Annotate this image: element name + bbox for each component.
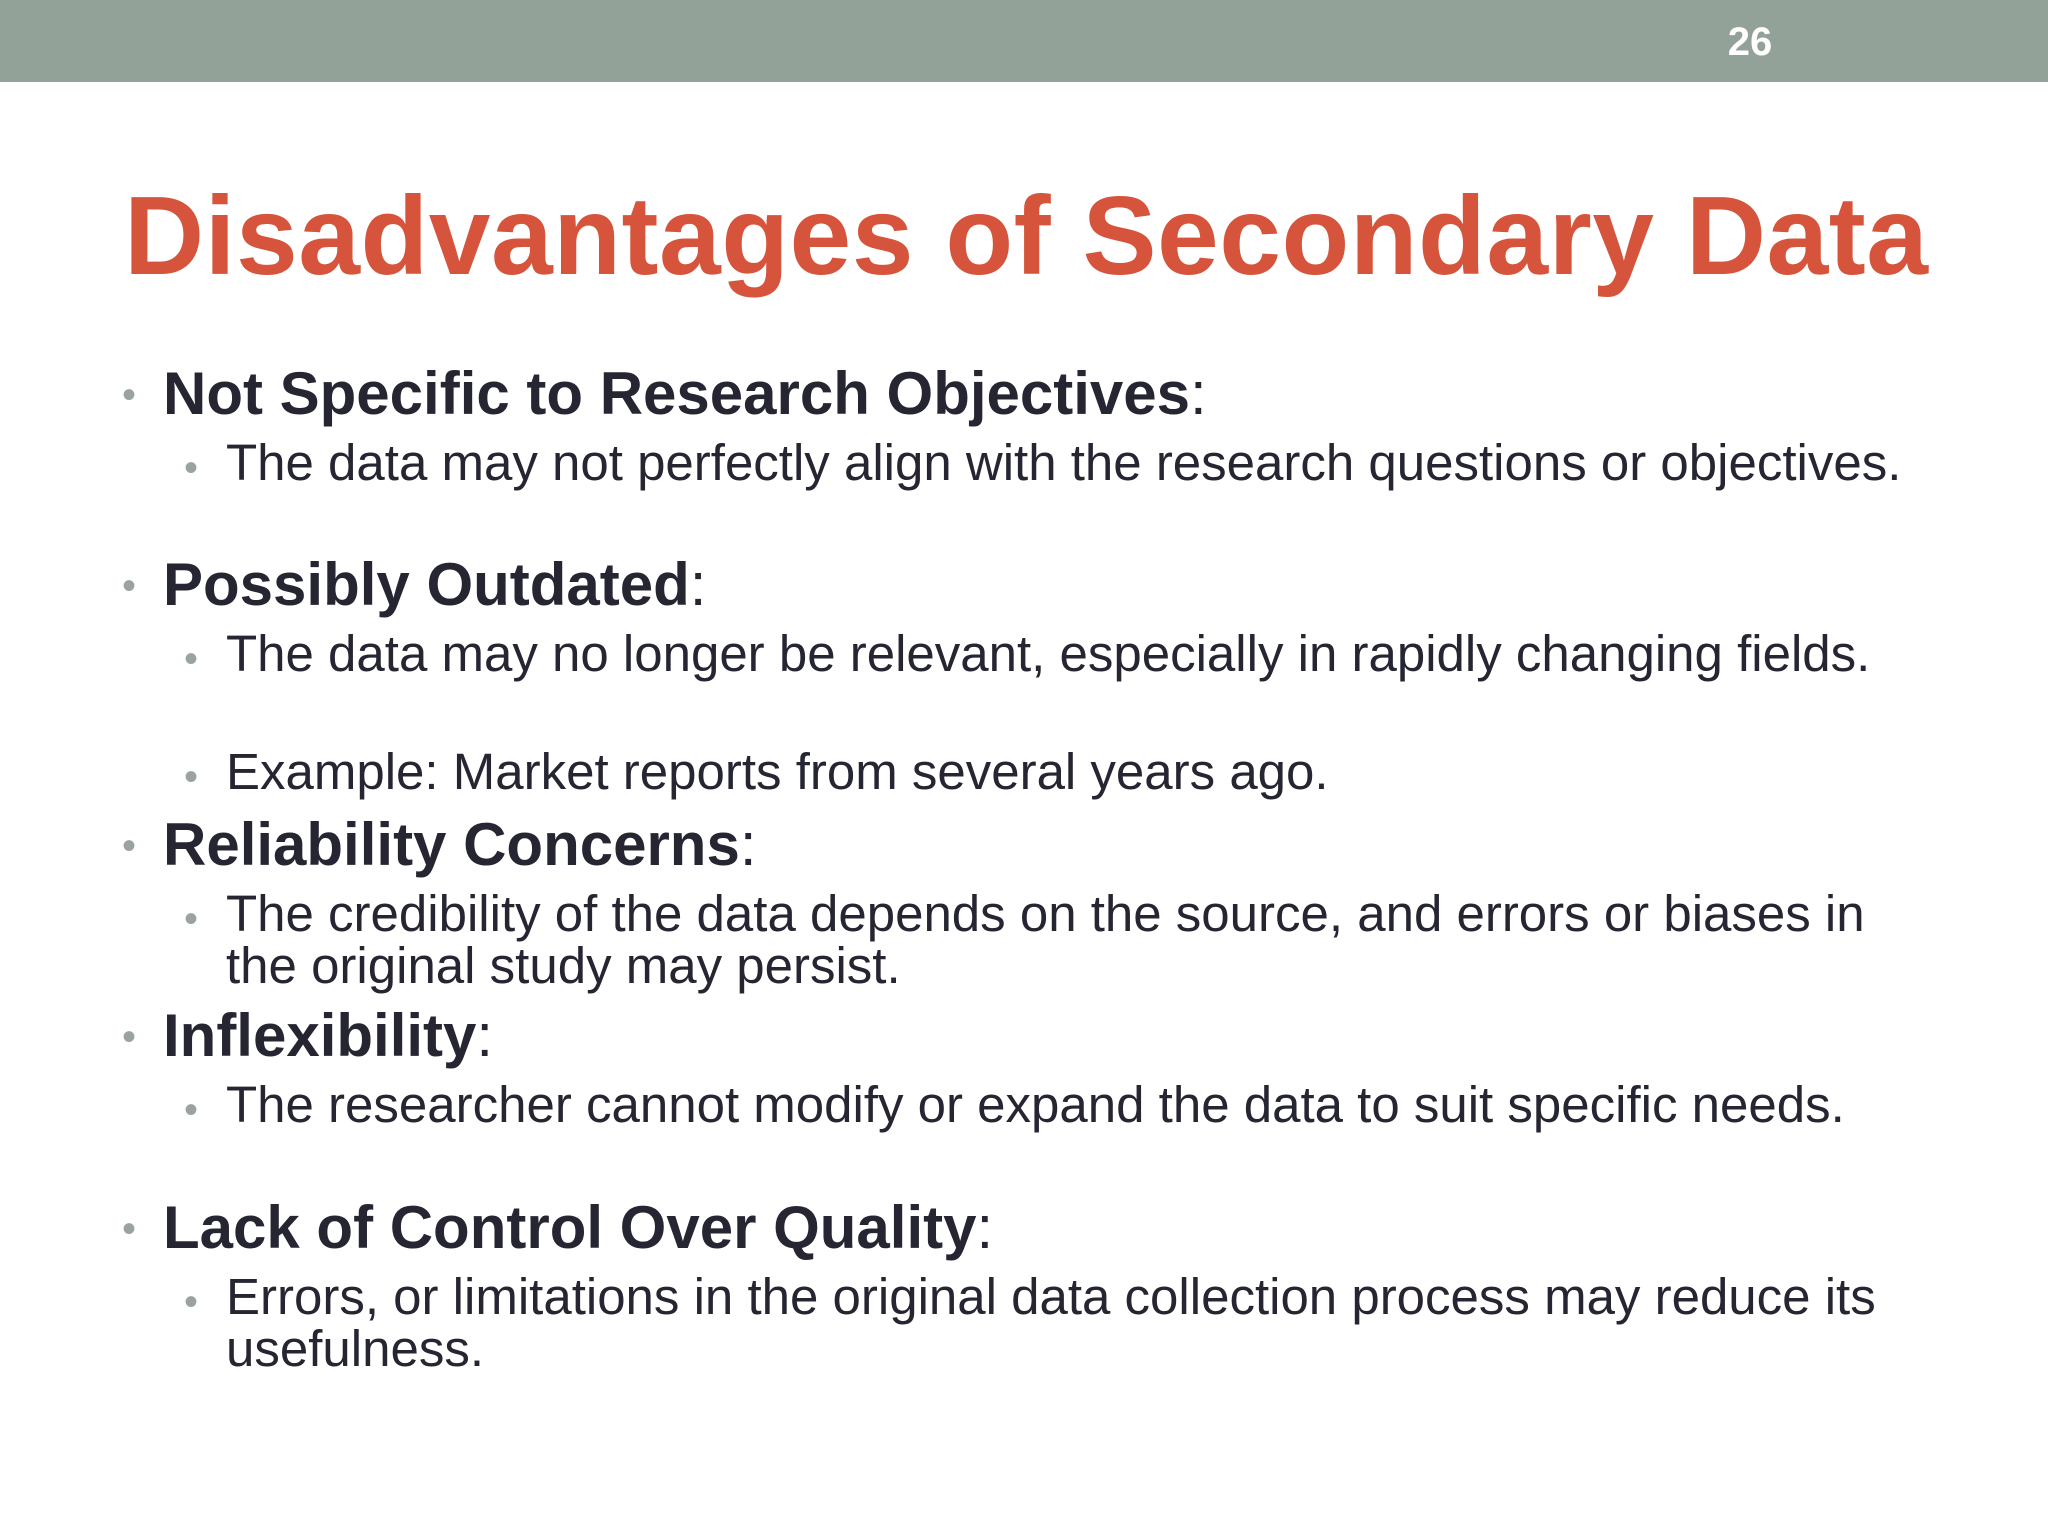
bullet-point-marker: • — [122, 1015, 137, 1059]
sub-bullet-marker: • — [184, 1280, 199, 1324]
bullet-point-marker: • — [122, 824, 137, 868]
sub-bullet-text: The researcher cannot modify or expand the data to suit specific needs. — [226, 1076, 1845, 1133]
sub-bullet-marker: • — [184, 1088, 199, 1132]
bullet-heading-text: Reliability Concerns — [163, 811, 740, 878]
sub-bullet-marker: • — [184, 637, 199, 681]
bullet-heading-text: Not Specific to Research Objectives — [163, 360, 1191, 427]
bullet-heading — [163, 1004, 493, 1068]
sub-bullet-text: The data may not perfectly align with the research questions or objectives. — [226, 434, 1902, 491]
sub-bullet-text: Example: Market reports from several years ago. — [226, 743, 1329, 800]
bullet-heading-text: Inflexibility — [163, 1002, 477, 1069]
sub-bullet-marker: • — [184, 755, 199, 799]
bullet-heading-text: Lack of Control Over Quality — [163, 1194, 977, 1261]
bullet-point-marker: • — [122, 564, 137, 608]
bullet-point-marker: • — [122, 373, 137, 417]
bullet-point-marker: • — [122, 1207, 137, 1251]
bullet-heading-colon: : — [1190, 360, 1207, 427]
sub-bullet-marker: • — [184, 446, 199, 490]
bullet-heading — [163, 813, 757, 877]
bullet-heading-colon: : — [976, 1194, 994, 1261]
sub-bullet-marker: • — [184, 897, 199, 941]
bullet-heading — [163, 362, 1207, 426]
slide-title: Disadvantages of Secondary Data — [124, 174, 1929, 298]
sub-bullet-text: The data may no longer be relevant, especially in rapidly changing fields. — [226, 625, 1871, 682]
bullet-heading — [163, 1196, 993, 1260]
slide-number: 26 — [1727, 20, 1773, 64]
bullet-heading — [163, 553, 706, 617]
sub-bullet-text: The credibility of the data depends on the source, and errors or biases in the original study may persist. — [226, 885, 1865, 994]
bullet-heading-text: Possibly Outdated — [163, 551, 690, 618]
bullet-heading-colon: : — [739, 811, 757, 878]
bullet-heading-colon: : — [476, 1002, 494, 1069]
bullet-heading-colon: : — [689, 551, 707, 618]
sub-bullet-text: Errors, or limitations in the original data collection process may reduce its usefulness. — [226, 1268, 1876, 1377]
